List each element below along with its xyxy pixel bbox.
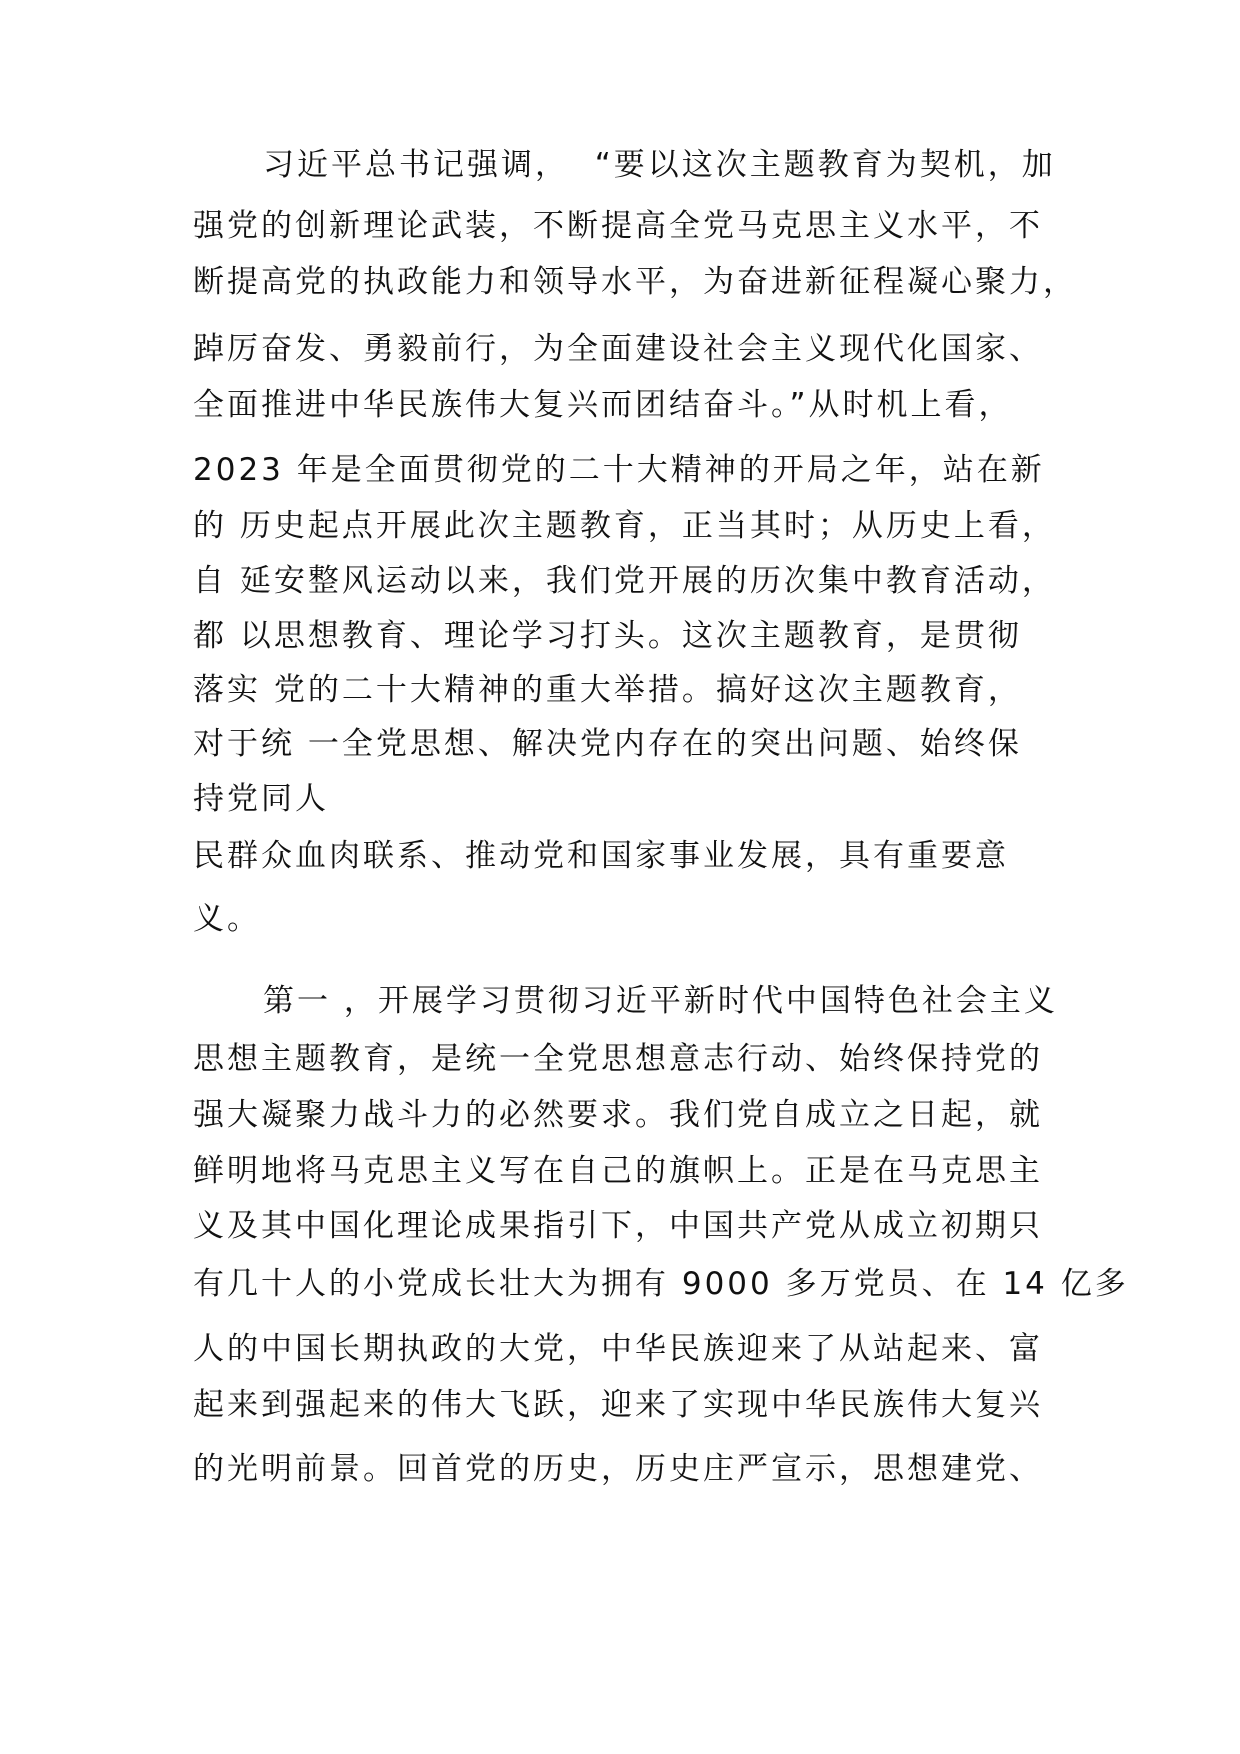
text-line: 人的中国长期执政的大党，中华民族迎来了从站起来、富 xyxy=(193,1331,1043,1367)
text-line: 义及其中国化理论成果指引下，中国共产党从成立初期只 xyxy=(193,1208,1043,1244)
text-line: 思想主题教育，是统一全党思想意志行动、始终保持党的 xyxy=(193,1041,1043,1077)
text-line: 都 以思想教育、理论学习打头。这次主题教育，是贯彻 xyxy=(193,618,1022,654)
text-line: 断提高党的执政能力和领导水平，为奋进新征程凝心聚力， xyxy=(193,264,1077,300)
text-line: 全面推进中华民族伟大复兴而团结奋斗。”从时机上看， xyxy=(193,387,1013,423)
text-line: 的 历史起点开展此次主题教育，正当其时；从历史上看， xyxy=(193,508,1056,544)
text-line: 强大凝聚力战斗力的必然要求。我们党自成立之日起，就 xyxy=(193,1097,1043,1133)
text-line: 习近平总书记强调， “要以这次主题教育为契机，加 xyxy=(263,147,1056,183)
text-line: 民群众血肉联系、推动党和国家事业发展，具有重要意 xyxy=(193,838,1009,874)
text-line: 2023 年是全面贯彻党的二十大精神的开局之年，站在新 xyxy=(193,452,1045,488)
text-line: 第一 ，开展学习贯彻习近平新时代中国特色社会主义 xyxy=(263,983,1058,1019)
text-line: 鲜明地将马克思主义写在自己的旗帜上。正是在马克思主 xyxy=(193,1153,1043,1189)
text-line: 对于统 一全党思想、解决党内存在的突出问题、始终保 xyxy=(193,726,1022,762)
text-line: 的光明前景。回首党的历史，历史庄严宣示，思想建党、 xyxy=(193,1451,1043,1487)
text-line: 落实 党的二十大精神的重大举措。搞好这次主题教育， xyxy=(193,672,1022,708)
text-line: 义。 xyxy=(193,901,261,937)
text-line: 持党同人 xyxy=(193,781,329,817)
text-line: 有几十人的小党成长壮大为拥有 9000 多万党员、在 14 亿多 xyxy=(193,1266,1129,1302)
text-line: 踔厉奋发、勇毅前行，为全面建设社会主义现代化国家、 xyxy=(193,331,1043,367)
text-line: 强党的创新理论武装，不断提高全党马克思主义水平，不 xyxy=(193,208,1043,244)
text-line: 自 延安整风运动以来，我们党开展的历次集中教育活动， xyxy=(193,563,1056,599)
text-line: 起来到强起来的伟大飞跃，迎来了实现中华民族伟大复兴 xyxy=(193,1387,1043,1423)
